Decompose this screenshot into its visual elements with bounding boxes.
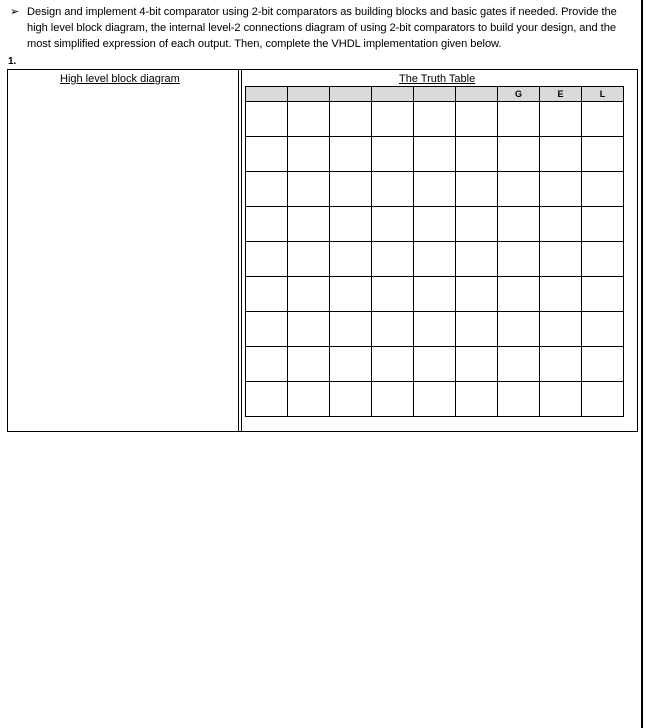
instruction-text: Design and implement 4-bit comparator using 2-bit comparators as building blocks and basic gates if needed. Provide the high level block diagram, the internal level-2 connections diagram of using 2-bit comparators to build your design, and the most simplified expression of each output. Then, complete the VHDL implementation given below. [27,6,617,50]
table-row [246,382,624,417]
header-cell-e: E [540,87,582,102]
block-diagram-heading: High level block diagram [60,73,180,85]
header-cell[interactable] [456,87,498,102]
table-cell[interactable] [288,312,330,347]
table-cell[interactable] [246,172,288,207]
table-cell[interactable] [288,137,330,172]
table-cell[interactable] [540,382,582,417]
truth-table-heading: The Truth Table [399,73,476,85]
table-row [246,277,624,312]
table-cell[interactable] [372,382,414,417]
table-cell[interactable] [372,207,414,242]
table-cell[interactable] [330,242,372,277]
table-cell[interactable] [540,312,582,347]
table-cell[interactable] [330,382,372,417]
table-cell[interactable] [456,207,498,242]
table-cell[interactable] [498,312,540,347]
page-right-border [641,0,643,728]
table-cell[interactable] [498,102,540,137]
table-cell[interactable] [414,312,456,347]
table-cell[interactable] [540,242,582,277]
table-cell[interactable] [456,382,498,417]
table-cell[interactable] [246,207,288,242]
table-cell[interactable] [288,347,330,382]
table-cell[interactable] [540,277,582,312]
table-cell[interactable] [372,347,414,382]
table-cell[interactable] [372,102,414,137]
table-cell[interactable] [540,137,582,172]
table-cell[interactable] [246,137,288,172]
answer-frame [7,69,638,432]
table-cell[interactable] [582,242,624,277]
table-cell[interactable] [288,382,330,417]
table-row [246,137,624,172]
table-cell[interactable] [456,242,498,277]
header-cell-g: G [498,87,540,102]
table-cell[interactable] [372,277,414,312]
table-cell[interactable] [288,102,330,137]
table-cell[interactable] [582,277,624,312]
table-row [246,312,624,347]
table-cell[interactable] [372,312,414,347]
table-cell[interactable] [498,137,540,172]
table-cell[interactable] [498,382,540,417]
block-diagram-cell[interactable] [8,70,239,431]
table-cell[interactable] [330,312,372,347]
table-cell[interactable] [330,347,372,382]
table-cell[interactable] [330,207,372,242]
header-cell[interactable] [330,87,372,102]
table-cell[interactable] [456,172,498,207]
table-cell[interactable] [498,242,540,277]
table-cell[interactable] [582,137,624,172]
arrow-bullet-icon: ➢ [10,6,20,18]
table-cell[interactable] [246,382,288,417]
table-cell[interactable] [246,312,288,347]
table-row [246,347,624,382]
table-cell[interactable] [582,382,624,417]
table-cell[interactable] [246,102,288,137]
table-cell[interactable] [330,137,372,172]
table-cell[interactable] [540,102,582,137]
table-cell[interactable] [456,347,498,382]
header-cell[interactable] [288,87,330,102]
truth-table [245,86,624,417]
table-cell[interactable] [246,277,288,312]
table-cell[interactable] [372,242,414,277]
table-cell[interactable] [456,137,498,172]
table-cell[interactable] [498,277,540,312]
table-cell[interactable] [414,137,456,172]
table-cell[interactable] [582,347,624,382]
table-cell[interactable] [498,347,540,382]
table-cell[interactable] [498,207,540,242]
table-cell[interactable] [414,347,456,382]
table-cell[interactable] [414,207,456,242]
table-cell[interactable] [288,172,330,207]
table-cell[interactable] [456,277,498,312]
table-cell[interactable] [414,102,456,137]
table-row [246,242,624,277]
table-cell[interactable] [288,207,330,242]
table-cell[interactable] [414,172,456,207]
table-cell[interactable] [330,172,372,207]
table-cell[interactable] [414,277,456,312]
table-cell[interactable] [372,137,414,172]
table-cell[interactable] [540,207,582,242]
question-number: 1. [8,56,17,67]
table-row [246,172,624,207]
header-cell[interactable] [414,87,456,102]
table-cell[interactable] [582,207,624,242]
table-cell[interactable] [288,277,330,312]
table-cell[interactable] [456,312,498,347]
cell-divider [241,70,242,431]
truth-table-header-row [246,87,624,102]
table-cell[interactable] [414,382,456,417]
table-cell[interactable] [498,172,540,207]
header-cell[interactable] [246,87,288,102]
table-cell[interactable] [330,277,372,312]
table-cell[interactable] [414,242,456,277]
table-cell[interactable] [330,102,372,137]
table-row [246,102,624,137]
table-cell[interactable] [372,172,414,207]
header-cell-l: L [582,87,624,102]
table-cell[interactable] [540,347,582,382]
table-cell[interactable] [582,102,624,137]
table-cell[interactable] [456,102,498,137]
table-cell[interactable] [582,312,624,347]
header-cell[interactable] [372,87,414,102]
table-cell[interactable] [540,172,582,207]
table-cell[interactable] [582,172,624,207]
table-row [246,207,624,242]
table-cell[interactable] [288,242,330,277]
table-cell[interactable] [246,242,288,277]
table-cell[interactable] [246,347,288,382]
